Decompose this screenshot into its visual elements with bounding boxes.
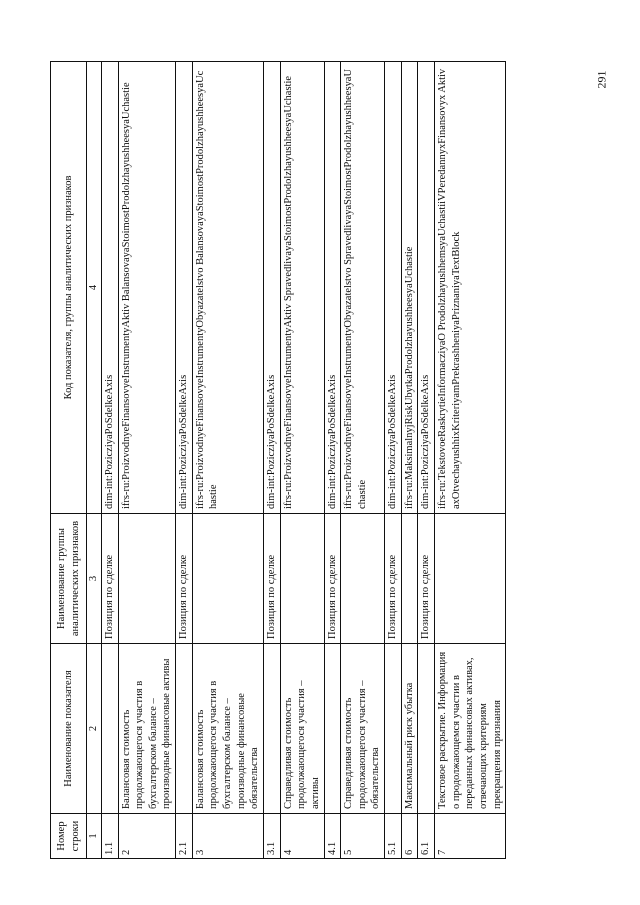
column-number-1: 1: [87, 814, 102, 859]
table-row: [101, 62, 118, 859]
rotated-table-frame: [50, 62, 570, 859]
code-cell: dim-int:PozicziyaPoSdelkeAxis: [176, 62, 193, 514]
table-body: [101, 62, 505, 859]
row-number-cell: 3.1: [263, 814, 280, 859]
indicator-table: [50, 61, 506, 859]
rotated-table-container: [50, 62, 570, 859]
row-number-cell: 2.1: [176, 814, 193, 859]
header-group-name: Наименование группы аналитических признаков: [51, 514, 87, 644]
group-name-cell: [192, 514, 263, 644]
page-number-text: 291: [594, 70, 609, 88]
code-cell: ifrs-ru:TekstovoeRaskrytieInformacziyaO ProdolzhayushhemsyaUchastiiVPeredannyxFinansovyx AktivaxOtvechayushhixKriteriyamPrekrashheniyaPriznaniyaTextBlock: [435, 62, 506, 514]
group-name-cell: Позиция по сделке: [324, 514, 341, 644]
indicator-name-cell: [263, 644, 280, 814]
header-row-number: Номер строки: [51, 814, 87, 859]
code-cell: dim-int:PozicziyaPoSdelkeAxis: [385, 62, 402, 514]
row-number-cell: 1.1: [101, 814, 118, 859]
indicator-name-cell: Балансовая стоимость продолжающегося участия в бухгалтерском балансе – производные финансовые активы: [118, 644, 176, 814]
row-number-cell: 4.1: [324, 814, 341, 859]
page-number: [592, 64, 612, 94]
header-code: Код показателя, группы аналитических признаков: [51, 62, 87, 514]
group-name-cell: Позиция по сделке: [385, 514, 402, 644]
group-name-cell: [341, 514, 385, 644]
indicator-name-cell: Балансовая стоимость продолжающегося участия в бухгалтерском балансе – производные финансовые обязательства: [192, 644, 263, 814]
column-number-3: 3: [87, 514, 102, 644]
group-name-cell: Позиция по сделке: [176, 514, 193, 644]
column-number-4: 4: [87, 62, 102, 514]
group-name-cell: Позиция по сделке: [101, 514, 118, 644]
indicator-name-cell: Максимальный риск убытка: [401, 644, 418, 814]
code-cell: ifrs-ru:ProizvodnyeFinansovyeInstrumentyAktiv BalansovayaStoimostProdolzhayushheesyaUchastie: [118, 62, 176, 514]
code-cell: ifrs-ru:ProizvodnyeFinansovyeInstrumentyObyazatelstvo SpravedlivayaStoimostProdolzhayushheesyaUchastie: [341, 62, 385, 514]
group-name-cell: [435, 514, 506, 644]
table-row: [418, 62, 435, 859]
row-number-cell: 5: [341, 814, 385, 859]
indicator-name-cell: Справедливая стоимость продолжающегося участия – обязательства: [341, 644, 385, 814]
table-row: [263, 62, 280, 859]
row-number-cell: 7: [435, 814, 506, 859]
table-row: [435, 62, 506, 859]
code-cell: dim-int:PozicziyaPoSdelkeAxis: [418, 62, 435, 514]
group-name-cell: [401, 514, 418, 644]
code-cell: ifrs-ru:ProizvodnyeFinansovyeInstrumentyObyazatelstvo BalansovayaStoimostProdolzhayushheesyaUchastie: [192, 62, 263, 514]
code-cell: dim-int:PozicziyaPoSdelkeAxis: [263, 62, 280, 514]
table-row: [280, 62, 324, 859]
indicator-name-cell: [101, 644, 118, 814]
indicator-name-cell: [385, 644, 402, 814]
indicator-name-cell: Текстовое раскрытие. Информация о продолжающемся участии в переданных финансовых активах, отвечающих критериям прекращения признания: [435, 644, 506, 814]
row-number-cell: 3: [192, 814, 263, 859]
table-row: [341, 62, 385, 859]
table-row: [324, 62, 341, 859]
table-row: [192, 62, 263, 859]
row-number-cell: 5.1: [385, 814, 402, 859]
table-row: [118, 62, 176, 859]
row-number-cell: 4: [280, 814, 324, 859]
indicator-name-cell: Справедливая стоимость продолжающегося участия – активы: [280, 644, 324, 814]
code-cell: dim-int:PozicziyaPoSdelkeAxis: [101, 62, 118, 514]
code-cell: ifrs-ru:MaksimalnyjRiskUbytkaProdolzhayushheesyaUchastie: [401, 62, 418, 514]
indicator-name-cell: [324, 644, 341, 814]
group-name-cell: [118, 514, 176, 644]
table-row: [176, 62, 193, 859]
column-number-row: [87, 62, 102, 859]
row-number-cell: 6.1: [418, 814, 435, 859]
header-indicator-name: Наименование показателя: [51, 644, 87, 814]
row-number-cell: 6: [401, 814, 418, 859]
column-number-2: 2: [87, 644, 102, 814]
row-number-cell: 2: [118, 814, 176, 859]
group-name-cell: Позиция по сделке: [263, 514, 280, 644]
table-header-row: [51, 62, 87, 859]
group-name-cell: Позиция по сделке: [418, 514, 435, 644]
code-cell: ifrs-ru:ProizvodnyeFinansovyeInstrumentyAktiv SpravedlivayaStoimostProdolzhayushheesyaUchastie: [280, 62, 324, 514]
indicator-name-cell: [176, 644, 193, 814]
indicator-name-cell: [418, 644, 435, 814]
table-row: [385, 62, 402, 859]
group-name-cell: [280, 514, 324, 644]
table-row: [401, 62, 418, 859]
code-cell: dim-int:PozicziyaPoSdelkeAxis: [324, 62, 341, 514]
